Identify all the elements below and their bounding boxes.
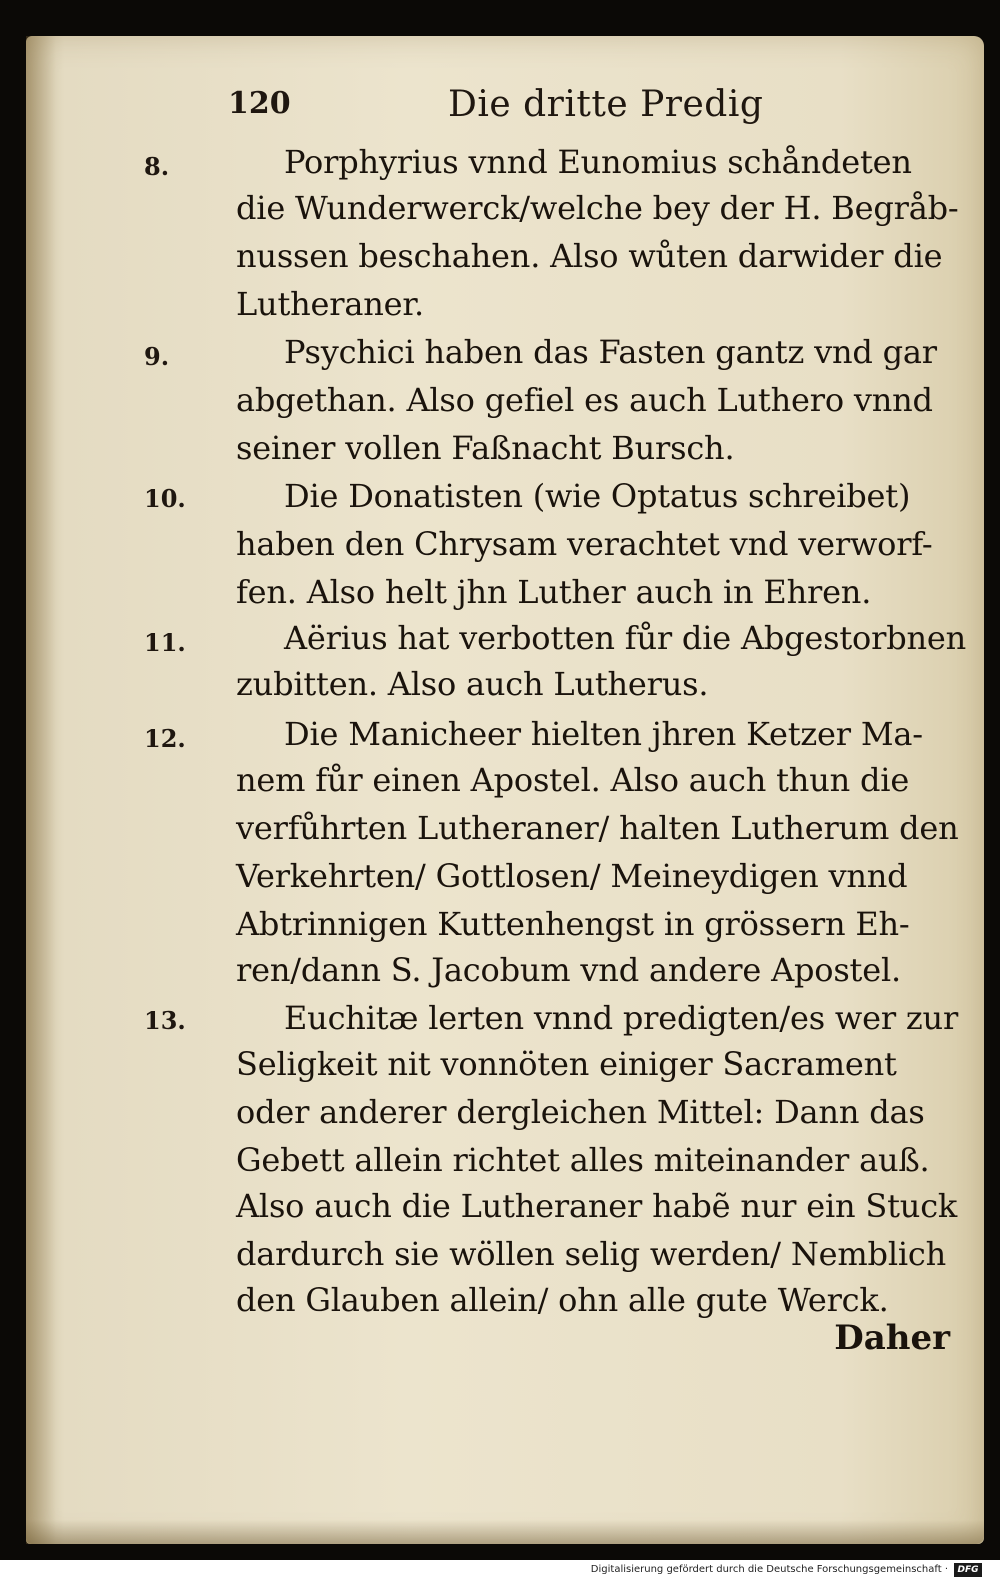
text-line: Aërius hat verbotten fůr die Abgestorbnen [284,619,967,657]
text-line: Gebett allein richtet alles miteinander auß. [236,1141,930,1179]
text-line: ren/dann S. Jacobum vnd andere Apostel. [236,951,901,989]
text-line: fen. Also helt jhn Luther auch in Ehren. [236,573,872,611]
text-line: den Glauben allein/ ohn alle gute Werck. [236,1281,889,1319]
text-line: Euchitæ lerten vnnd predigten/es wer zur [284,999,959,1037]
margin-number: 10. [144,484,186,513]
text-line: verfůhrten Lutheraner/ halten Lutherum den [236,809,959,847]
dfg-logo: DFG [954,1563,982,1577]
margin-number: 13. [144,1006,186,1035]
text-line: oder anderer dergleichen Mittel: Dann das [236,1093,925,1131]
text-line: Porphyrius vnnd Eunomius schåndeten [284,143,912,181]
text-line: nussen beschahen. Also wůten darwider die [236,237,943,275]
running-title: Die dritte Predig [448,84,764,125]
margin-number: 8. [144,152,170,181]
text-line: Verkehrten/ Gottlosen/ Meineydigen vnnd [236,857,908,895]
text-line: Seligkeit nit vonnöten einiger Sacrament [236,1045,897,1083]
text-line: Die Manicheer hielten jhren Ketzer Ma- [284,715,923,753]
margin-number: 9. [144,342,170,371]
text-line: abgethan. Also gefiel es auch Luthero vnnd [236,381,933,419]
page-number: 120 [228,86,291,121]
text-line: nem fůr einen Apostel. Also auch thun die [236,761,910,799]
text-line: Lutheraner. [236,285,424,323]
catchword: Daher [834,1318,950,1358]
margin-number: 12. [144,724,186,753]
page-bottom-edge [26,1520,984,1544]
text-line: Also auch die Lutheraner habẽ nur ein Stuck [236,1187,958,1225]
margin-number: 11. [144,628,186,657]
text-line: Abtrinnigen Kuttenhengst in grössern Eh- [236,905,910,943]
text-line: haben den Chrysam verachtet vnd verworf- [236,525,933,563]
text-line: die Wunderwerck/welche bey der H. Begråb- [236,189,959,227]
text-line: Psychici haben das Fasten gantz vnd gar [284,333,937,371]
footer-credit: Digitalisierung gefördert durch die Deutsche Forschungsgemeinschaft · [590,1564,948,1575]
text-line: zubitten. Also auch Lutherus. [236,665,709,703]
text-line: dardurch sie wöllen selig werden/ Nemblich [236,1235,947,1273]
text-line: Die Donatisten (wie Optatus schreibet) [284,477,911,515]
text-line: seiner vollen Faßnacht Bursch. [236,429,735,467]
footer [0,1560,1000,1584]
page-gutter-shadow [26,36,56,1544]
